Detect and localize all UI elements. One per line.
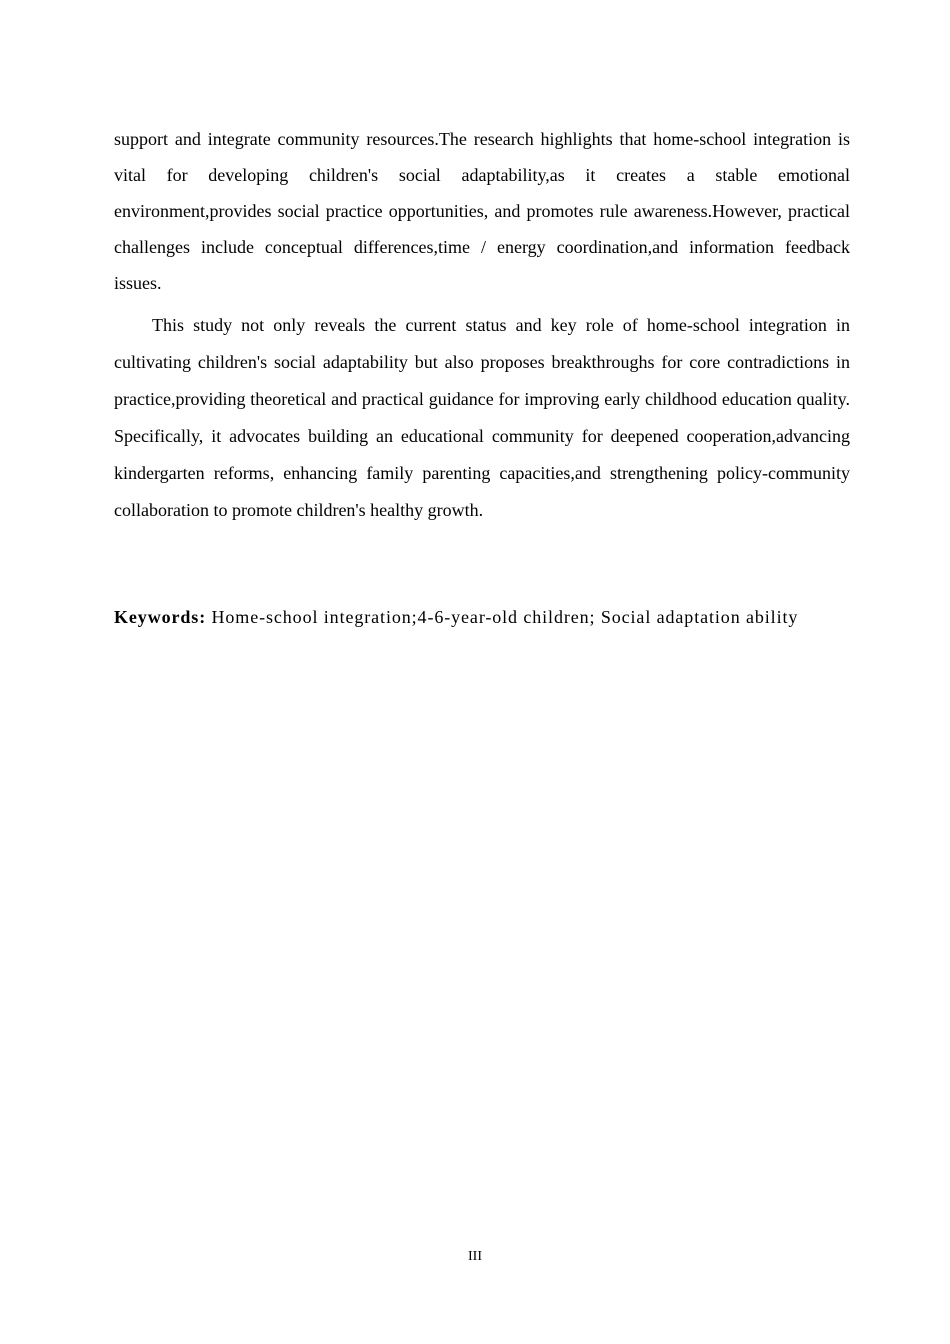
document-body [114,121,850,627]
keywords-line [114,603,850,631]
keywords-label: Keywords: [114,607,207,627]
page-number: III [468,1249,482,1264]
keywords-text: Home-school integration;4-6-year-old children; Social adaptation ability [211,607,799,627]
abstract-paragraph-1: support and integrate community resources.The research highlights that home-school integration is vital for developing children's social adaptability,as it creates a stable emotional environment,provides social practice opportunities, and promotes rule awareness.However, practical challenges include conceptual differences,time / energy coordination,and information feedback issues. [114,129,850,293]
abstract-paragraph-2: This study not only reveals the current status and key role of home-school integration in cultivating children's social adaptability but also proposes breakthroughs for core contradictions in practice,providing theoretical and practical guidance for improving early childhood education quality. Specifically, it advocates building an educational community for deepened cooperation,advancing kindergarten reforms, enhancing family parenting capacities,and strengthening policy-community collaboration to promote children's healthy growth. [114,315,850,520]
